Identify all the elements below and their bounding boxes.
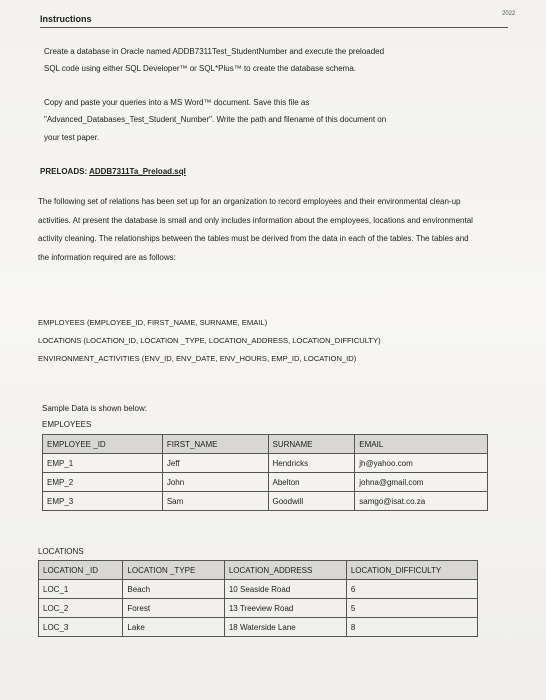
table-cell: Goodwill <box>268 492 355 511</box>
table-cell: jh@yahoo.com <box>355 454 488 473</box>
column-header: LOCATION _TYPE <box>123 561 224 580</box>
column-header: FIRST_NAME <box>162 435 268 454</box>
copy-line-1: Copy and paste your queries into a MS Word™ document. Save this file as <box>44 98 310 107</box>
table-cell: EMP_3 <box>43 492 163 511</box>
table-row <box>39 599 478 618</box>
table-cell: Jeff <box>162 454 268 473</box>
table-cell: EMP_1 <box>43 454 163 473</box>
table-cell: samgo@isat.co.za <box>355 492 488 511</box>
relation-employees: EMPLOYEES (EMPLOYEE_ID, FIRST_NAME, SURNAME, EMAIL) <box>38 318 268 327</box>
table-cell: John <box>162 473 268 492</box>
table-cell: 10 Seaside Road <box>224 580 346 599</box>
table-cell: Hendricks <box>268 454 355 473</box>
column-header: LOCATION_DIFFICULTY <box>346 561 477 580</box>
table-cell: Lake <box>123 618 224 637</box>
employees-table-title: EMPLOYEES <box>42 420 92 429</box>
table-row <box>43 473 488 492</box>
page-heading: Instructions <box>40 14 92 24</box>
table-cell: EMP_2 <box>43 473 163 492</box>
column-header: SURNAME <box>268 435 355 454</box>
table-cell: Sam <box>162 492 268 511</box>
table-cell: 6 <box>346 580 477 599</box>
locations-table-title: LOCATIONS <box>38 547 84 556</box>
table-row <box>43 492 488 511</box>
copy-line-2: "Advanced_Databases_Test_Student_Number". Write the path and filename of this document on <box>44 115 387 124</box>
table-row <box>39 618 478 637</box>
table-cell: LOC_1 <box>39 580 123 599</box>
table-row <box>39 580 478 599</box>
relation-environment-activities: ENVIRONMENT_ACTIVITIES (ENV_ID, ENV_DATE, ENV_HOURS, EMP_ID, LOCATION_ID) <box>38 354 357 363</box>
table-cell: 5 <box>346 599 477 618</box>
table-cell: 8 <box>346 618 477 637</box>
locations-table <box>38 560 478 637</box>
sample-data-label: Sample Data is shown below: <box>42 404 147 413</box>
preload-file-link[interactable]: ADDB7311Ta_Preload.sql <box>89 167 186 176</box>
heading-rule <box>40 27 508 28</box>
table-cell: Abelton <box>268 473 355 492</box>
table-row <box>43 454 488 473</box>
table-cell: 13 Treeview Road <box>224 599 346 618</box>
table-cell: 18 Waterside Lane <box>224 618 346 637</box>
table-cell: LOC_2 <box>39 599 123 618</box>
copy-line-3: your test paper. <box>44 133 100 142</box>
table-header-row <box>39 561 478 580</box>
column-header: LOCATION _ID <box>39 561 123 580</box>
column-header: LOCATION_ADDRESS <box>224 561 346 580</box>
page-year: 2022 <box>502 11 516 17</box>
intro-line-1: Create a database in Oracle named ADDB7311Test_StudentNumber and execute the preloaded <box>44 47 385 56</box>
column-header: EMPLOYEE _ID <box>43 435 163 454</box>
table-cell: johna@gmail.com <box>355 473 488 492</box>
intro-line-2: SQL code using either SQL Developer™ or SQL*Plus™ to create the database schema. <box>44 64 357 73</box>
description-paragraph: The following set of relations has been set up for an organization to record employees and their environmental clean-up activities. At present the database is small and only includes information about the employees, locations and environmental activity cleaning. The relationships between the tables must be derived from the data in each of the tables. The tables and the information required are as follows: <box>38 197 473 262</box>
table-header-row <box>43 435 488 454</box>
column-header: EMAIL <box>355 435 488 454</box>
relation-locations: LOCATIONS (LOCATION_ID, LOCATION _TYPE, LOCATION_ADDRESS, LOCATION_DIFFICULTY) <box>38 336 381 345</box>
table-cell: LOC_3 <box>39 618 123 637</box>
table-cell: Beach <box>123 580 224 599</box>
preloads-line <box>40 167 186 176</box>
employees-table <box>42 434 488 511</box>
preloads-label: PRELOADS: <box>40 167 88 176</box>
table-cell: Forest <box>123 599 224 618</box>
